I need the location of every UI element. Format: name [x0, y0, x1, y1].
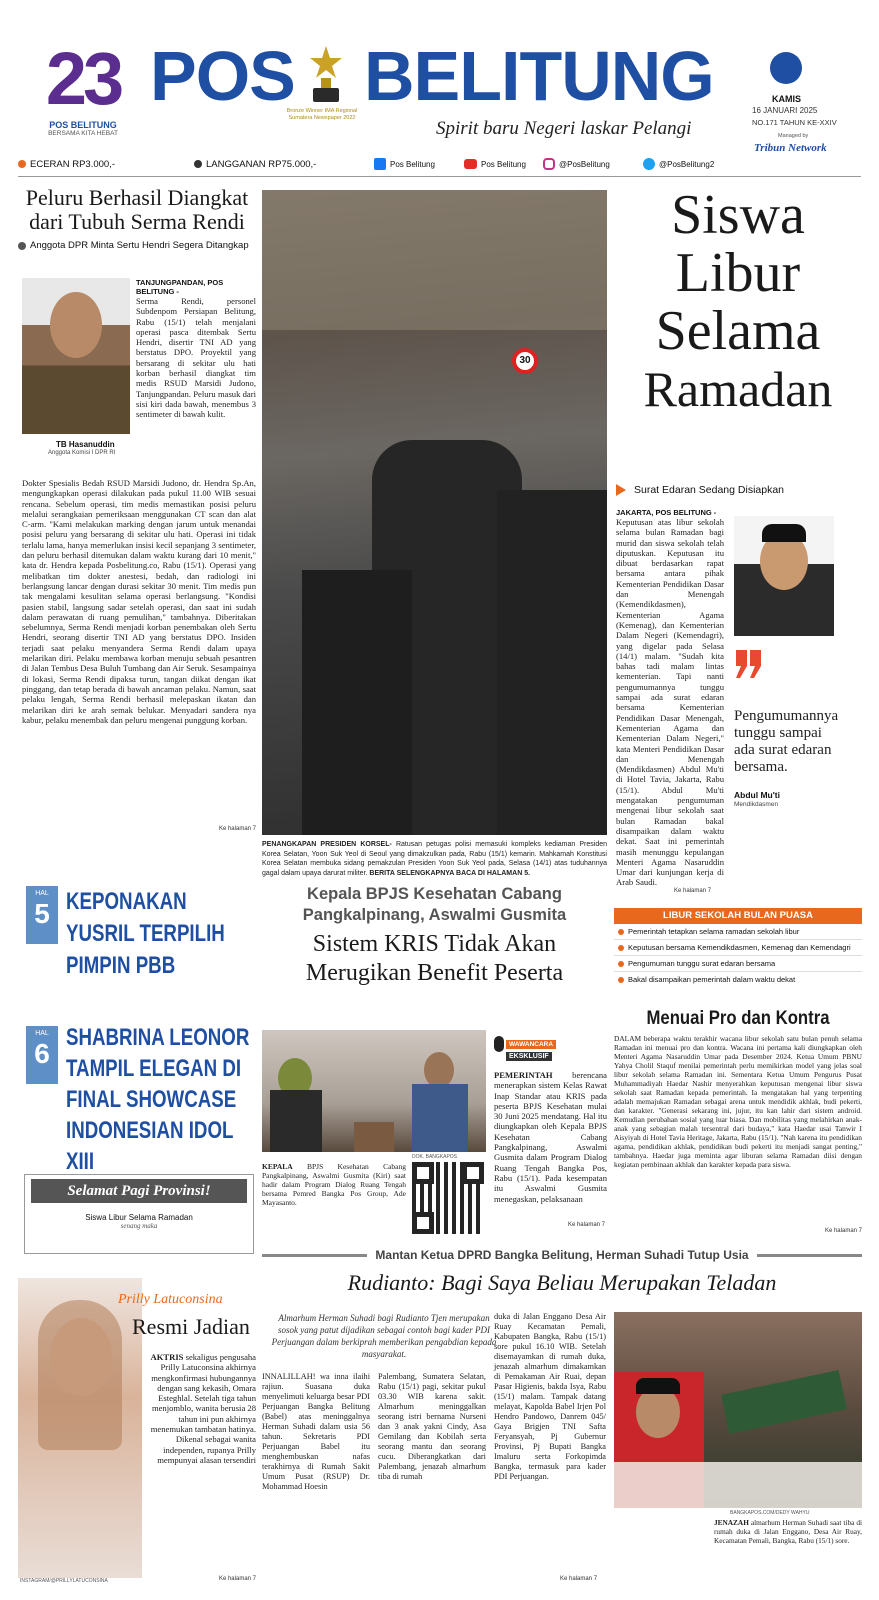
left-story-body: Dokter Spesialis Bedah RSUD Marsidi Judono, dr. Hendra Sp.An, mengungkapkan operasi dilakukan pada pukul 11.00 WIB sesuai rencana. Sebelum operasi, tim medis memastikan posisi peluru melalui serangkaian pemeriksaan menggunakan CT scan dan alat C-arm. "Kami melakukan marking dengan jarum untuk menandai posisi peluru yang bersarang di sekitar ulu hati. Operasi ini tidak terlalu lama, hanya memerlukan insisi kecil sepanjang 3 sentimeter, dan peluru berhasil ditemukan dalam waktu kurang dari 10 menit," kata dr. Hendra kepada Posbelitung.co, Rabu (15/1). Operasi yang melibatkan tim dokter anestesi, bedah, dan radiologi ini berlangsung lancar dengan durasi sekitar 30 menit. Tim medis pun tak mengalami kesulitan selama operasi berlangsung. "Kondisi pasien stabil, langsung sadar setelah operasi, dan saat ini sudah dalam perawatan di ruang pemulihan," tambahnya. Diberitakan sebelumnya, Serma Rendi menjadi korban penembakan oleh Sertu Hendri, seorang disertir TNI AD yang berstatus DPO. Insiden terjadi saat pelaku menyandera Serma Rendi dalam upaya melarikan diri. Pelaku membawa korban menuju sebuah pesantren di Jalan Tembus Desa Buluh Tumbang dan Air Seruk. Sesampainya di lokasi, Serma Rendi dipaksa turun, tangan diikat dengan ikat pinggang, dan tetap berada di bawah ancaman pelaku. Namun, saat pelaku lengah, Serma Rendi berhasil melepaskan ikatan dan melarikan diri ke arah semak belukar. Menyadari sandera nya kabur, pelaku menembak dan peluru mengenai punggung korban.	[22, 478, 256, 725]
bullet-icon	[618, 929, 624, 935]
herman-suhadi-band	[262, 1246, 862, 1264]
bpjs-headline: Sistem KRIS Tidak Akan Merugikan Benefit Peserta	[305, 931, 564, 986]
headline-line: Libur	[675, 242, 801, 304]
social-instagram: @PosBelitung	[559, 159, 610, 169]
bullet-icon	[18, 160, 26, 168]
microphone-icon	[494, 1036, 504, 1052]
caption-title: PENANGKAPAN PRESIDEN KORSEL-	[262, 841, 392, 848]
rudianto-col-2: Palembang, Sumatera Selatan, Rabu (15/1) pagi, sekitar pukul 03.30 WIB karena sakit. Almarhum meninggalkan seorang istri bernama Nurseni dan 3 anak yakni Cindy, Asa Gemilang dan Kobilah serta seorang mantu dan seorang cucu. Diberangkatkan dari Palembang, jenazah almarhum tiba di rumah	[378, 1372, 486, 1481]
newspaper-title-belitung: BELITUNG	[364, 37, 714, 115]
box-item: Pengumuman tunggu surat edaran bersama	[614, 956, 862, 972]
prilly-name-script: Prilly Latuconsina	[118, 1292, 223, 1307]
continued-link[interactable]: Ke halaman 7	[674, 888, 712, 894]
managed-by: Managed by	[778, 133, 809, 139]
quote-icon	[734, 648, 764, 692]
price-retail: ECERAN RP3.000,-	[30, 158, 116, 170]
funeral-photo	[614, 1312, 862, 1508]
slogan: Spirit baru Negeri laskar Pelangi	[436, 118, 692, 139]
band-text: Mantan Ketua DPRD Bangka Belitung, Herman Suhadi Tutup Usia	[375, 1248, 749, 1262]
right-story-subhead: Surat Edaran Sedang Disiapkan	[616, 484, 784, 496]
center-photo-caption	[262, 840, 607, 878]
dateline: TANJUNGPANDAN, POS BELITUNG -	[136, 278, 224, 296]
abdul-muti-photo	[734, 516, 834, 636]
photo-credit: DOK. BANGKAPOS	[412, 1154, 458, 1160]
wawancara-badge: WAWANCARA EKSKLUSIF	[494, 1034, 554, 1068]
continued-link[interactable]: Ke halaman 7	[824, 1228, 862, 1234]
box-item: Pemerintah tetapkan selama ramadan sekolah libur	[614, 924, 862, 940]
award-caption: Bronze Winner IMA Regional Sumatera Newspaper 2022	[286, 108, 358, 121]
greeting-line: Siswa Libur Selama Ramadan	[85, 1213, 193, 1222]
greeting-line-2: senang maka	[120, 1222, 158, 1230]
twitter-icon	[643, 158, 655, 170]
price-bar	[18, 156, 758, 172]
anniversary-brand: POS BELITUNG	[49, 120, 117, 130]
facebook-icon	[374, 158, 386, 170]
pro-kontra-body: DALAM beberapa waktu terakhir wacana libur sekolah satu bulan penuh selama Ramadan ini menuai pro dan kontra. Wacana ini pertama kali diungkapkan oleh Menteri Agama Nasaruddin Umar pada Desember 2024. Ketua Umum PBNU Yahya Cholil Staquf menilai pemerintah perlu memikirkan model yang jelas soal libur sekolah selama Ramadan ini. Sementara Ketua Umum Pengurus Pusat Muhammadiyah Haedar Nashir menyerahkan keputusan mengenai libur siswa sekolah saat Ramadan kepada pemerintah. Ia mengatakan hal yang terpenting adalah memajukan Ramadan sebagai arena untuk mendidik akhlak, budi pekerti, dan karakter. "Generasi sekarang ini, jujur, itu kan lahir dari sistem android. Kemudian perubahan sosial yang luar biasa. Dan mobilitas yang melahirkan anak-anak yang sebagian malah tersentral dari budaya," kata Haedar usai Tanwir I Aisyiyah di Hotel Tavia Heritage, Jakarta, Rabu (15/1). "Nah karena itu pendidikan agama, pendidikan akhlak, pendidikan budi pekerti itu menjadi sangat penting," tambahnya. Haedar juga meminta agar liburan selama Ramadan diisi dengan kegiatan pembinaan akhlak dan karakter kepada para siswa.	[614, 1034, 862, 1169]
greeting-title: Selamat Pagi Provinsi!	[31, 1179, 247, 1203]
bpjs-body: PEMERINTAH berencana menerapkan sistem Kelas Rawat Inap Standar atau KRIS pada peserta BPJS Kesehatan mulai 30 Juni 2025 mendatang. Hal itu diungkapkan oleh Kepala BPJS Kesehatan Cabang Pangkalpinang, Aswalmi Gusmita dalam Program Dialog Ruang Tengah Bangka Pos, Rabu (15/1). Pada kesempatan itu Aswalmi Gusmita menegaskan, pelaksanaan	[494, 1070, 607, 1204]
funeral-photo-caption: JENAZAH almarhum Herman Suhadi saat tiba di rumah duka di Jalan Enggano, Desa Air Ruay, Kecamatan Pemali, Bangka, Rabu (15/1) sore.	[714, 1518, 862, 1545]
prilly-photo	[18, 1278, 142, 1578]
box-item: Keputusan bersama Kemendikdasmen, Kemenag dan Kemendagri	[614, 940, 862, 956]
bullet-icon	[618, 977, 624, 983]
prilly-headline: Resmi Jadian	[132, 1314, 250, 1339]
tribun-network-logo: Tribun Network	[754, 142, 827, 154]
arrow-icon	[616, 484, 626, 496]
quote-title: Mendikdasmen	[734, 801, 779, 808]
box-item: Bakal disampaikan pemerintah dalam waktu dekat	[614, 972, 862, 987]
lead-word: AKTRIS	[150, 1352, 184, 1362]
pro-kontra-headline: Menuai Pro dan Kontra	[646, 1008, 830, 1029]
teaser-hal-5[interactable]	[22, 886, 254, 998]
speed-sign: 30	[512, 348, 538, 374]
photo-name: TB Hasanuddin	[56, 440, 115, 449]
page-badge: HAL 5	[26, 886, 58, 944]
issue-date: 16 JANUARI 2025	[752, 106, 818, 115]
right-story	[614, 184, 862, 894]
box-title: LIBUR SEKOLAH BULAN PUASA	[614, 908, 862, 924]
kompas-logo-icon	[770, 52, 802, 84]
bullet-icon	[618, 945, 624, 951]
right-story-headline	[614, 186, 862, 418]
headline-line: Selama	[655, 300, 821, 362]
pull-quote: Pengumumannya tunggu sampai ada surat edaran bersama.	[734, 708, 839, 775]
dateline: JAKARTA, POS BELITUNG -	[616, 508, 717, 517]
rudianto-col-3: duka di Jalan Enggano Desa Air Ruay Kecamatan Pemali, Kabupaten Bangka, Rabu (15/1) sore pukul 16.10 WIB. Setelah disemayamkan di rumah duka, jenazah almarhum dimakamkan di Pemakaman Air Ruai, depan Pasar Higienis, bakda Isya, Rabu (15/1) malam. Tampak datang melayat, Kapolda Babel Irjen Pol Hendro Pandowo, Danrem 045/ Gaya Brigjen TNI Safta Feryansyah, Pj Gubernur Provinsi, Pj Bupati Bangka Imaluru serta Forkopimda Bangka, termasuk para kader PDI Perjuangan.	[494, 1312, 606, 1481]
tb-hasanuddin-photo	[22, 278, 130, 434]
bpjs-photo-caption: KEPALA BPJS Kesehatan Cabang Pangkalpinang, Aswalmi Gusmita (Kiri) saat hadir dalam Program Dialog Ruang Tengah bersama Pemred Bangka Pos Group, Ade Mayasanto.	[262, 1162, 406, 1207]
photo-credit: INSTAGRAM/@PRILLYLATUCONSINA	[20, 1578, 108, 1584]
social-twitter: @PosBelitung2	[659, 159, 715, 169]
rudianto-col-1: INNALILLAH! wa inna ilaihi rajiun. Suasana duka menyelimuti keluarga besar PDI Perjuangan Bangka Belitung (Babel) atas meninggalnya Herman Suhadi dalam usia 56 tahun. Sekretaris PDI Perjuangan Babel itu menghembuskan nafas terakhirnya di Rumah Sakit Umum Pusat (RSUP) Dr. Mohammad Hoesin	[262, 1372, 370, 1491]
left-story-headline: Peluru Berhasil Diangkat dari Tubuh Serma Rendi	[25, 185, 249, 234]
pro-kontra-story	[614, 1008, 862, 1236]
prilly-body: AKTRIS sekaligus pengusaha Prilly Latuconsina akhirnya mengkonfirmasi hubungannya dengan sang kekasih, Omara Esteghlal. Setelah tiga tahun menjomblo, wanita berusia 28 tahun ini pun akhirnya menemukan tambatan hatinya. Dikenal sebagai wanita independen, rupanya Prilly mempunyai alasan tersendiri	[150, 1352, 256, 1465]
continued-link[interactable]: Ke halaman 7	[567, 1222, 605, 1228]
issue-number: NO.171 TAHUN KE-XXIV	[752, 118, 837, 127]
teaser-text: KEPONAKAN YUSRIL TERPILIH PIMPIN PBB	[66, 888, 225, 979]
left-story	[18, 186, 256, 840]
bpjs-kicker: Kepala BPJS Kesehatan Cabang Pangkalpinang, Aswalmi Gusmita	[302, 885, 567, 924]
teaser-hal-6[interactable]	[22, 1022, 254, 1175]
headline-line: Siswa	[671, 184, 805, 246]
anniversary-tagline: BERSAMA KITA HEBAT	[48, 130, 118, 137]
police-raid-photo	[262, 190, 607, 835]
price-subscription: LANGGANAN RP75.000,-	[206, 158, 317, 170]
bpjs-story	[262, 884, 607, 1236]
headline-line: Ramadan	[643, 361, 833, 417]
bullet-icon	[194, 160, 202, 168]
bpjs-interview-photo	[262, 1030, 486, 1152]
right-story-body: Keputusan atas libur sekolah selama bulan Ramadan bagi murid dan siswa sekolah telah diputuskan. Keputusan itu dibuat berdasarkan rapat bersama antara pihak Kementerian Pendidikan Dasar dan Menengah (Kemendikdasmen), Kementerian Agama (Kemenag), dan Kementerian Dalam Negeri (Kemendagri), yang digelar pada Selasa (14/1) malam. "Sudah kita bahas tadi malam lintas kementerian. Tapi nanti pengumumannya tunggu sampai ada surat edaran bersama Kementerian Pendidikan Dasar Menengah, Kementerian Agama dan Kementerian Dalam Negeri," kata Menteri Pendidikan Dasar dan Menengah (Mendikdasmen) Abdul Mu'ti di Hotel Tavia, Jakarta, Rabu (15/1). Abdul Mu'ti mengatakan pengumuman mengenai libur sekolah saat bulan Ramadan bakal disampaikan dalam waktu dekat. Saat ini pemerintah masih menunggu kepulangan Menteri Agama Nasaruddin Umar dari kunjungan kerja di Arab Saudi.	[616, 517, 724, 888]
instagram-icon	[543, 158, 555, 170]
greeting-box	[24, 1174, 254, 1254]
libur-sekolah-box	[614, 908, 862, 1000]
qr-code-icon[interactable]	[412, 1162, 484, 1234]
quote-name: Abdul Mu'ti	[734, 790, 780, 800]
caption-tail: BERITA SELENGKAPNYA BACA DI HALAMAN 5.	[369, 869, 531, 877]
left-story-lead: Serma Rendi, personel Subdenpom Persiapan Belitung, Rabu (15/1) telah menjalani operasi pasca ditembak Sertu Hendri, disertir TNI AD yang berstatus DPO. Proyektil yang bersarang di sekitar ulu hati korban berhasil diangkat tim medis RSUD Marsidi Judono, Tanjungpandan. Peluru masuk dari sisi kiri dada bawah, menembus 3 sentimeter di bawah kulit.	[136, 296, 256, 420]
teaser-text: SHABRINA LEONOR TAMPIL ELEGAN DI FINAL SHOWCASE INDONESIAN IDOL XIII	[66, 1024, 250, 1175]
continued-link[interactable]: Ke halaman 7	[218, 826, 256, 832]
issue-day: KAMIS	[772, 94, 801, 104]
anniversary-logo	[28, 37, 138, 140]
photo-credit: BANGKAPOS.COM/DEDY WAHYU	[730, 1510, 810, 1516]
bullet-icon	[18, 242, 26, 250]
award-trophy-icon	[302, 44, 350, 106]
left-story-subhead: Anggota DPR Minta Sertu Hendri Segera Ditangkap	[18, 240, 256, 251]
rudianto-intro: Almarhum Herman Suhadi bagi Rudianto Tjen merupakan sosok yang patut dijadikan sebagai contoh bagi kader PDI Perjuangan dalam berkiprah memberikan pengabdian kepada masyarakat.	[271, 1313, 497, 1359]
anniversary-number: 23	[45, 37, 121, 120]
social-facebook: Pos Belitung	[390, 159, 435, 169]
photo-title: Anggota Komisi I DPR RI	[48, 450, 116, 456]
social-youtube: Pos Belitung	[481, 159, 526, 169]
prilly-story	[18, 1270, 256, 1588]
rudianto-headline: Rudianto: Bagi Saya Beliau Merupakan Teladan	[347, 1270, 777, 1295]
page-badge: HAL 6	[26, 1026, 58, 1084]
continued-link[interactable]: Ke halaman 7	[218, 1576, 256, 1582]
newspaper-title-pos: POS	[150, 37, 295, 115]
youtube-icon	[464, 159, 477, 169]
bullet-icon	[618, 961, 624, 967]
caption-text: Ratusan petugas polisi memasuki kompleks kediaman Presiden Korea Selatan, Yoon Suk Yeol di Seoul yang dimakzulkan pada, Rabu (15/1) kemarin. Mahkamah Konstitusi Korea Selatan membuka sidang pemakzulan Presiden Yoon Suk Yeol pada, Selasa (14/1) atas tuduhannya gagal dalam upaya darurat militer.	[262, 841, 607, 877]
continued-link[interactable]: Ke halaman 7	[560, 1576, 598, 1582]
